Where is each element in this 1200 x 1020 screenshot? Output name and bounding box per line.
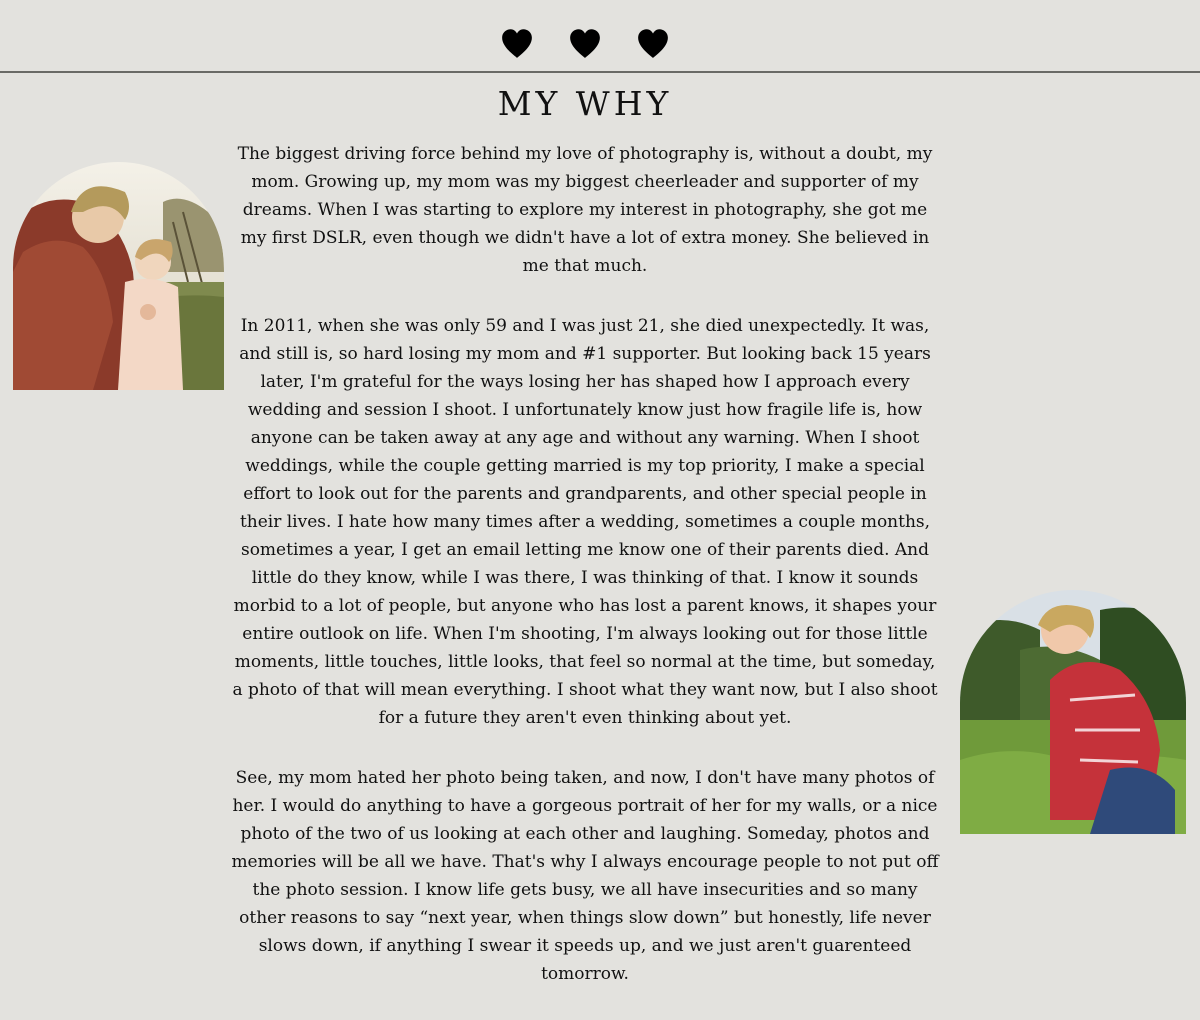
story-paragraph-1: The biggest driving force behind my love of photography is, without a doubt, my mom. Growing up, my mom was my biggest cheerleader and supporter of my dreams. When I was starting to explore my interest in photography, she got me my first DSLR, even though we didn't have a lot of extra money. She believed in me that much. bbox=[237, 144, 933, 276]
story-paragraph-3: See, my mom hated her photo being taken, and now, I don't have many photos of her. I would do anything to have a gorgeous portrait of her for my walls, or a nice photo of the two of us looking at each other and laughing. Someday, photos and memories will be all we have. That's why I always encourage people to not put off the photo session. I know life gets busy, we all have insecurities and so many other reasons to say “next year, when things slow down” but honestly, life never slows down, if anything I swear it speeds up, and we just aren't guarenteed tomorrow. bbox=[231, 768, 939, 984]
story-paragraph-2: In 2011, when she was only 59 and I was just 21, she died unexpectedly. It was, and still is, so hard losing my mom and #1 supporter. But looking back 15 years later, I'm grateful for the ways losing her has shaped how I approach every wedding and session I shoot. I unfortunately know just how fragile life is, how anyone can be taken away at any age and without any warning. When I shoot weddings, while the couple getting married is my top priority, I make a special effort to look out for the parents and grandparents, and other special people in their lives. I hate how many times after a wedding, sometimes a couple months, sometimes a year, I get an email letting me know one of their parents died. And little do they know, while I was there, I was thinking of that. I know it sounds morbid to a lot of people, but anyone who has lost a parent knows, it shapes your entire outlook on life. When I'm shooting, I'm always looking out for those little moments, little touches, little looks, that feel so normal at the time, but someday, a photo of that will mean everything. I shoot what they want now, but I also shoot for a future they aren't even thinking about yet. bbox=[232, 316, 938, 728]
page-title: MY WHY bbox=[497, 84, 673, 123]
story-text bbox=[230, 140, 940, 1020]
heart-icon bbox=[500, 27, 534, 59]
header-divider bbox=[0, 71, 1200, 73]
heart-icon bbox=[568, 27, 602, 59]
heart-icon bbox=[636, 27, 670, 59]
hearts-row bbox=[500, 27, 670, 61]
photo-mom-in-field bbox=[960, 590, 1186, 834]
photo-mom-and-child bbox=[13, 162, 224, 390]
